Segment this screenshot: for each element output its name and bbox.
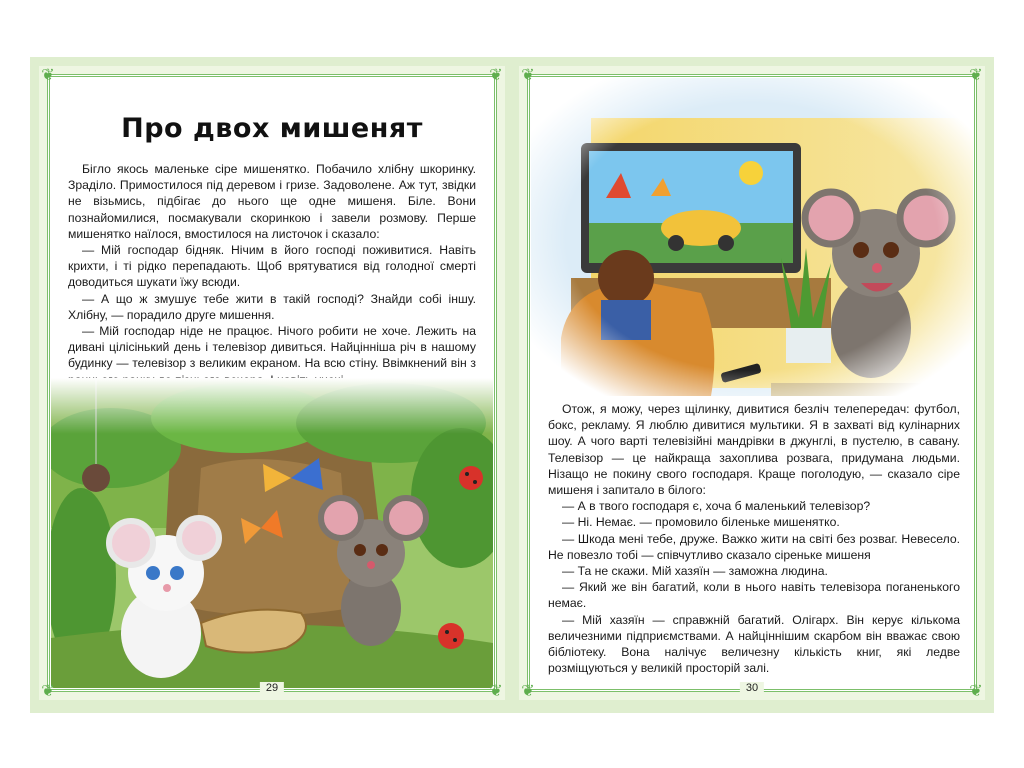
corner-ornament-icon: ❦ xyxy=(41,681,55,700)
tv-room-illustration xyxy=(531,78,973,396)
corner-ornament-icon: ❦ xyxy=(969,65,983,84)
paragraph: — Шкода мені тебе, друже. Важко жити на світі без розваг. Невесело. Не повезло тобі — співчутливо сказало сіреньке мишеня xyxy=(548,531,960,562)
corner-ornament-icon: ❦ xyxy=(521,681,535,700)
paragraph: — Мій господар ніде не працює. Нічого робити не хоче. Лежить на дивані цілісінький день і телевізор дивиться. Найцінніша річ в нашому будинку — телевізор з великим екраном. На всю стіну. Ввімкнений він з xyxy=(68,324,476,371)
forest-scene xyxy=(51,378,493,688)
paragraph: — Ні. Немає. — промовило біленьке мишенятко. xyxy=(562,515,840,530)
left-page-text xyxy=(68,161,476,388)
left-page xyxy=(39,66,505,700)
page-number: 30 xyxy=(740,682,764,694)
tv-room-scene xyxy=(531,78,973,396)
paragraph: — А в твого господаря є, хоча б маленький телевізор? xyxy=(562,499,871,514)
story-title: Про двох мишенят xyxy=(121,113,423,144)
paragraph: — Мій господар бідняк. Нічим в його господі поживитися. Навіть крихти, і ті рідко перепадають. Щоб врятуватися від голодної смерті доводиться шукати їжу всюди. xyxy=(68,243,476,290)
page-number: 29 xyxy=(260,682,284,694)
paragraph: — Який же він багатий, коли в нього навіть телевізора поганенького немає. xyxy=(548,580,960,611)
right-page xyxy=(519,66,985,700)
corner-ornament-icon: ❦ xyxy=(489,681,503,700)
corner-ornament-icon: ❦ xyxy=(521,65,535,84)
corner-ornament-icon: ❦ xyxy=(489,65,503,84)
paragraph: Бігло якось маленьке сіре мишенятко. Побачило хлібну шкоринку. Зраділо. Примостилося під деревом і гризе. Задоволене. Аж тут, звідки не візьмись, підбігає до нього ще одне мишеня. Біле. Вони познайомилися, посмакували скоринкою і завели розмову. Перше мишенятко наїлося, вмостилося на листочок і сказало: xyxy=(68,162,476,241)
paragraph: — А що ж змушує тебе жити в такій господі? Знайди собі іншу. Хлібну, — порадило друге мишення. xyxy=(68,291,476,322)
right-page-text xyxy=(548,401,960,676)
paragraph: — Та не скажи. Мій хазяїн — заможна людина. xyxy=(562,564,828,579)
forest-mice-illustration xyxy=(51,378,493,688)
paragraph: Отож, я можу, через щілинку, дивитися безліч телепередач: футбол, бокс, рекламу. Я люблю дивитися мультики. Я в захваті від кулінарних шоу. А чого варті телевізійні мандрівки в джунглі, в пустелю, в савану. Телевізор — це найкраща захоплива розвага, придумана людьми. Нізащо не покину свого господаря. Краще поголодую, — сказало сіре мишеня і запитало в білого: xyxy=(548,402,960,498)
paragraph: — Мій хазяїн — справжній багатий. Олігарх. Він керує кількома величезними підприємствами. А найціннішим скарбом він вважає свою бібліотеку. Вона налічує величезну кількість книг, які ледве розміщуються у великій просторій залі. xyxy=(548,612,960,676)
corner-ornament-icon: ❦ xyxy=(41,65,55,84)
corner-ornament-icon: ❦ xyxy=(969,681,983,700)
